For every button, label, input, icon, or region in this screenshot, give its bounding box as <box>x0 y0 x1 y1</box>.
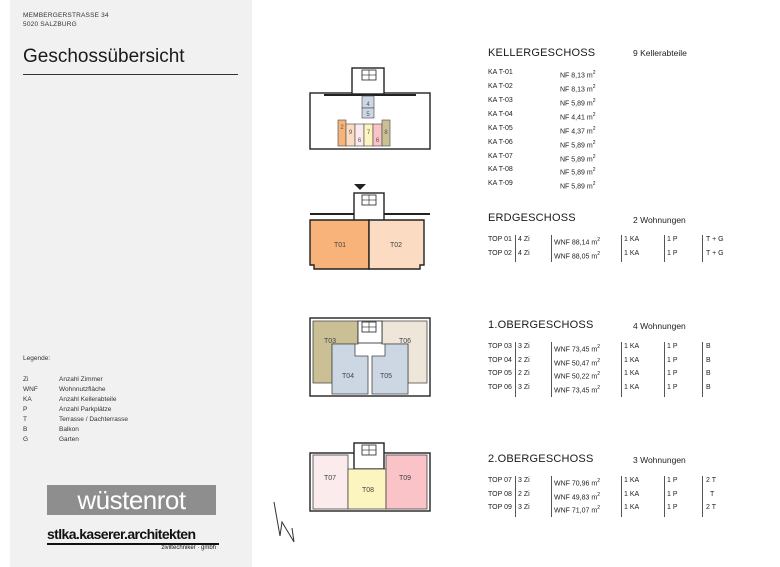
obergeschoss1-plan <box>308 316 432 402</box>
plan-label: T04 <box>341 373 355 380</box>
table-row <box>488 165 595 179</box>
kellergeschoss-section <box>488 47 687 193</box>
plan-label: 6 <box>375 138 380 144</box>
legend-item <box>23 435 128 445</box>
legend-value: Terrasse / Dachterrasse <box>59 416 128 423</box>
legend-key: P <box>23 406 28 413</box>
plan-label: 8 <box>384 130 388 136</box>
storage-id: KA T-02 <box>488 82 513 90</box>
storage-area: NF 4,41 $m^2$ <box>560 111 596 122</box>
legend-key: WNF <box>23 386 38 393</box>
obergeschoss1-section <box>488 319 728 397</box>
floor-title: 2.OBERGESCHOSS <box>488 453 594 465</box>
floor-count: 9 Kellerabteile <box>633 48 687 58</box>
legend-value: Anzahl Parkplätze <box>59 406 112 413</box>
legend-item <box>23 405 128 415</box>
address-block <box>23 11 109 29</box>
storage-id: KA T-03 <box>488 96 513 104</box>
legend-heading: Legende: <box>23 355 51 362</box>
table-row <box>488 96 595 110</box>
unit-table <box>488 476 732 517</box>
floor-title: KELLERGESCHOSS <box>488 47 596 59</box>
storage-id: KA T-01 <box>488 69 513 76</box>
architect-logo <box>47 527 219 551</box>
legend-key: G <box>23 436 29 443</box>
page-title: Geschossübersicht <box>23 46 185 67</box>
floor-count: 3 Wohnungen <box>633 455 686 465</box>
legend-value: Wohnnutzfläche <box>59 386 106 393</box>
storage-area: NF 5,89 $m^2$ <box>560 167 596 177</box>
floor-title: ERDGESCHOSS <box>488 212 576 224</box>
plan-label: T02 <box>389 242 403 249</box>
floor-title: 1.OBERGESCHOSS <box>488 319 594 331</box>
storage-id: KA T-04 <box>488 110 513 118</box>
sidebar-panel <box>10 0 252 567</box>
storage-area: NF 8,13 $m^2$ <box>560 70 596 80</box>
legend-key: T <box>23 416 27 423</box>
legend-item <box>23 415 128 425</box>
table-row: TOP 06 3 Zi WNF 73,45 $m^2$ 1 KA 1 P B <box>488 383 728 397</box>
table-row: TOP 02 4 Zi WNF 88,05 $m^2$ 1 KA 1 P T + G <box>488 249 728 263</box>
wuestenrot-logo: wüstenrot <box>47 485 216 515</box>
obergeschoss2-section <box>488 453 732 517</box>
unit-table <box>488 342 728 397</box>
obergeschoss2-plan <box>308 441 432 513</box>
legend-key: B <box>23 426 28 433</box>
table-row <box>488 68 595 82</box>
table-row: TOP 09 3 Zi WNF 71,07 $m^2$ 1 KA 1 P 2 T <box>488 503 732 517</box>
storage-area: NF 4,37 $m^2$ <box>560 125 596 136</box>
plan-label: T08 <box>361 487 375 494</box>
table-row: TOP 07 3 Zi WNF 70,96 $m^2$ 1 KA 1 P 2 T <box>488 476 732 490</box>
table-row <box>488 110 595 124</box>
legend-key: Zi <box>23 376 29 383</box>
storage-area: NF 8,13 $m^2$ <box>560 83 596 94</box>
plan-label: 5 <box>366 112 370 118</box>
floor-count: 2 Wohnungen <box>633 215 686 225</box>
table-row <box>488 82 595 96</box>
plan-label: 2 <box>340 125 344 131</box>
storage-table <box>488 68 595 193</box>
plan-label: 7 <box>366 130 371 136</box>
storage-id: KA T-08 <box>488 166 513 174</box>
address-street: MEMBERGERSTRASSE 34 <box>23 12 109 19</box>
erdgeschoss-plan <box>308 183 432 275</box>
storage-id: KA T-05 <box>488 124 513 132</box>
plan-label: T05 <box>379 373 393 380</box>
address-city: 5020 SALZBURG <box>23 21 77 28</box>
unit-table <box>488 235 728 262</box>
storage-area: NF 5,89 $m^2$ <box>560 153 596 163</box>
plan-label: T01 <box>333 242 347 249</box>
legend-item <box>23 425 128 435</box>
table-row: TOP 01 4 Zi WNF 88,14 $m^2$ 1 KA 1 P T + G <box>488 235 728 249</box>
legend-item <box>23 385 128 395</box>
north-arrow-icon <box>270 500 300 548</box>
storage-area: NF 5,89 $m^2$ <box>560 181 596 191</box>
plan-label: 6 <box>357 138 362 144</box>
plan-label: 9 <box>348 130 353 136</box>
table-row <box>488 179 595 193</box>
plan-label: T09 <box>398 475 412 482</box>
legend-item <box>23 375 128 385</box>
table-row: TOP 03 3 Zi WNF 73,45 $m^2$ 1 KA 1 P B <box>488 342 728 356</box>
legend-value: Anzahl Zimmer <box>59 376 103 383</box>
plan-label: T03 <box>323 338 337 345</box>
table-row: TOP 08 2 Zi WNF 49,83 $m^2$ 1 KA 1 P T <box>488 490 732 504</box>
legend-value: Anzahl Kellerabteile <box>59 396 117 403</box>
title-divider <box>23 74 238 75</box>
plan-label: T06 <box>398 338 412 345</box>
architect-subtitle: ziviltechniker · gmbh <box>161 545 216 551</box>
architect-name: stlka.kaserer.architekten <box>47 527 219 545</box>
entrance-arrow-icon <box>354 184 366 190</box>
table-row <box>488 124 595 138</box>
storage-area: NF 5,89 $m^2$ <box>560 139 596 149</box>
erdgeschoss-section <box>488 212 728 262</box>
storage-id: KA T-06 <box>488 138 513 146</box>
storage-area: NF 5,89 $m^2$ <box>560 97 596 108</box>
table-row: TOP 05 2 Zi WNF 50,22 $m^2$ 1 KA 1 P B <box>488 369 728 383</box>
floor-count: 4 Wohnungen <box>633 321 686 331</box>
legend-key: KA <box>23 396 32 403</box>
table-row <box>488 152 595 166</box>
legend-value: Garten <box>59 436 79 443</box>
storage-id: KA T-09 <box>488 180 513 188</box>
legend-value: Balkon <box>59 426 79 433</box>
storage-id: KA T-07 <box>488 152 513 160</box>
table-row: TOP 04 2 Zi WNF 50,47 $m^2$ 1 KA 1 P B <box>488 356 728 370</box>
table-row <box>488 138 595 152</box>
legend-item <box>23 395 128 405</box>
legend-list <box>23 375 128 445</box>
plan-label: T07 <box>323 475 337 482</box>
kellergeschoss-plan <box>308 66 432 152</box>
plan-label: 4 <box>366 102 370 108</box>
